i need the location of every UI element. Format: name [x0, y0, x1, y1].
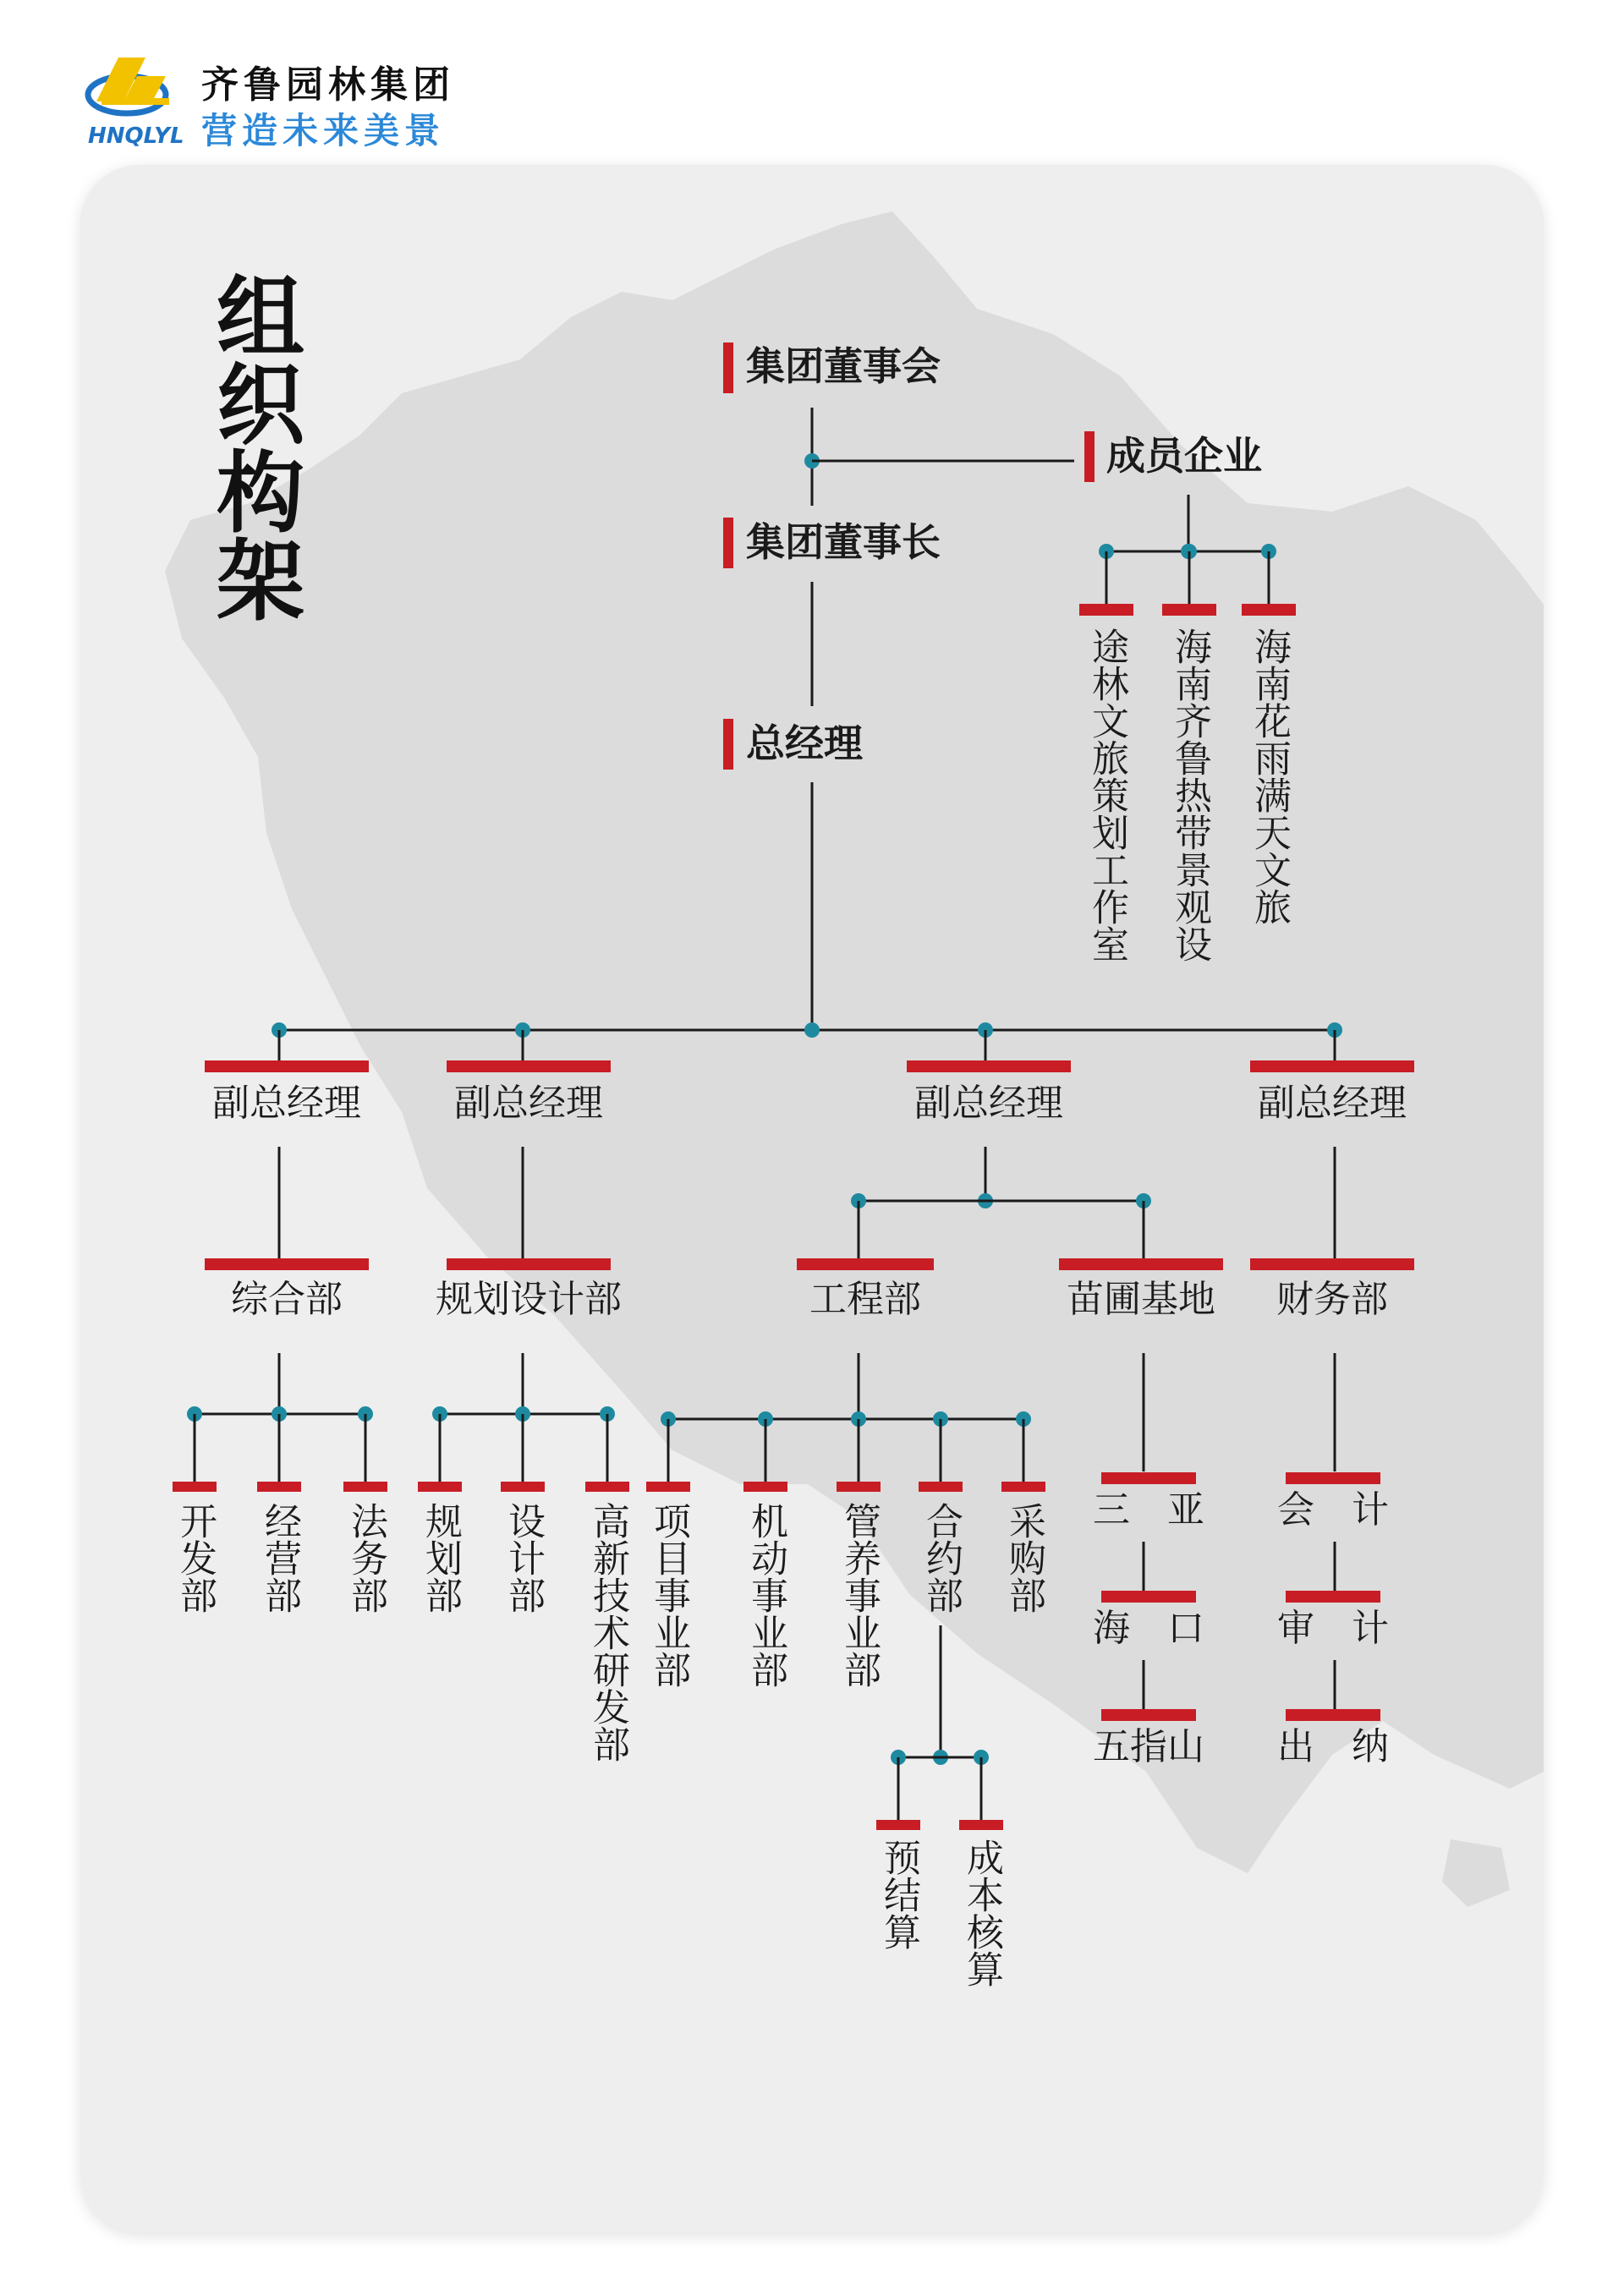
eng-sub-3-bar [919, 1482, 963, 1492]
subdepartment-node: 机动事业部 [744, 1502, 787, 1688]
company-slogan: 营造未来美景 [201, 110, 446, 151]
vp-4-node: 副总经理 [1258, 1082, 1407, 1125]
dept-2-0-bar [797, 1258, 934, 1270]
department-node: 苗圃基地 [1067, 1278, 1215, 1321]
dept2-sub-1-bar [501, 1482, 545, 1492]
eng-sub-4-bar [1001, 1482, 1045, 1492]
subdepartment-node: 管养事业部 [837, 1502, 881, 1688]
subdepartment-node: 采购部 [1002, 1502, 1045, 1614]
company-name: 齐鲁园林集团 [201, 63, 455, 107]
chain-3-0-bar [1286, 1472, 1380, 1484]
location-node: 五指山 [1093, 1725, 1204, 1768]
dept1-sub-0-bar [173, 1482, 217, 1492]
vp-4-bar [1250, 1060, 1414, 1072]
department-node: 综合部 [231, 1278, 343, 1321]
company-3-bar [1242, 604, 1296, 616]
eng-sub-0-bar [646, 1482, 690, 1492]
subdepartment-node: 经营部 [258, 1502, 301, 1614]
contract-sub-1-bar [959, 1820, 1003, 1830]
eng-sub-1-bar [743, 1482, 787, 1492]
vp-2-bar [447, 1060, 611, 1072]
page-title: 组织构架 [201, 271, 304, 622]
chain-2-0-bar [1101, 1472, 1196, 1484]
subdepartment-node: 法务部 [344, 1502, 387, 1614]
subdepartment-node: 规划部 [419, 1502, 462, 1614]
location-node: 会 计 [1277, 1488, 1389, 1532]
contract-sub-0-bar [876, 1820, 920, 1830]
department-node: 规划设计部 [436, 1278, 622, 1321]
chairman-accent-bar [723, 518, 733, 568]
dept2-sub-0-bar [418, 1482, 462, 1492]
vp-1-node: 副总经理 [212, 1082, 361, 1125]
board-node: 集团董事会 [746, 343, 941, 389]
gm-vp-junction-dot [804, 1022, 820, 1038]
board-accent-bar [723, 342, 733, 393]
eng-sub-2-bar [837, 1482, 881, 1492]
chain-2-1-bar [1101, 1591, 1196, 1603]
dept-3-0-bar [1250, 1258, 1414, 1270]
member-company-3: 海南花雨满天文旅 [1248, 627, 1291, 925]
member-company-1: 途林文旅策划工作室 [1085, 627, 1128, 962]
chain-3-2-bar [1286, 1709, 1380, 1721]
company-2-bar [1162, 604, 1216, 616]
general-manager-node: 总经理 [746, 721, 863, 766]
contract-subdepartment-node: 预结算 [877, 1838, 920, 1950]
chain-3-1-bar [1286, 1591, 1380, 1603]
location-node: 海 口 [1093, 1607, 1204, 1650]
dept1-sub-1-bar [257, 1482, 301, 1492]
department-node: 工程部 [809, 1278, 921, 1321]
vp-1-bar [205, 1060, 369, 1072]
department-node: 财务部 [1276, 1278, 1388, 1321]
chain-2-2-bar [1101, 1709, 1196, 1721]
company-1-bar [1079, 604, 1133, 616]
dept-0-0-bar [205, 1258, 369, 1270]
vp-2-node: 副总经理 [454, 1082, 603, 1125]
member-company-2: 海南齐鲁热带景观设 [1168, 627, 1211, 962]
dept1-sub-2-bar [343, 1482, 387, 1492]
gm-accent-bar [723, 719, 733, 770]
location-node: 审 计 [1277, 1607, 1389, 1650]
dept2-sub-2-bar [585, 1482, 629, 1492]
dept-2-1-bar [1059, 1258, 1223, 1270]
vp-3-node: 副总经理 [914, 1082, 1063, 1125]
location-node: 出 纳 [1277, 1725, 1389, 1768]
contract-subdepartment-node: 成本核算 [960, 1838, 1003, 1987]
subdepartment-node: 设计部 [502, 1502, 545, 1614]
dept-1-0-bar [447, 1258, 611, 1270]
vp-3-bar [907, 1060, 1071, 1072]
subdepartment-node: 开发部 [173, 1502, 217, 1614]
subdepartment-node: 合约部 [919, 1502, 963, 1614]
chairman-node: 集团董事长 [746, 519, 941, 565]
subdepartment-node: 项目事业部 [647, 1502, 690, 1688]
member-companies-node: 成员企业 [1106, 433, 1262, 479]
subdepartment-node: 高新技术研发部 [586, 1502, 629, 1762]
location-node: 三 亚 [1093, 1488, 1204, 1532]
company-abbreviation: HNQLYL [88, 123, 184, 149]
members-accent-bar [1084, 431, 1095, 482]
